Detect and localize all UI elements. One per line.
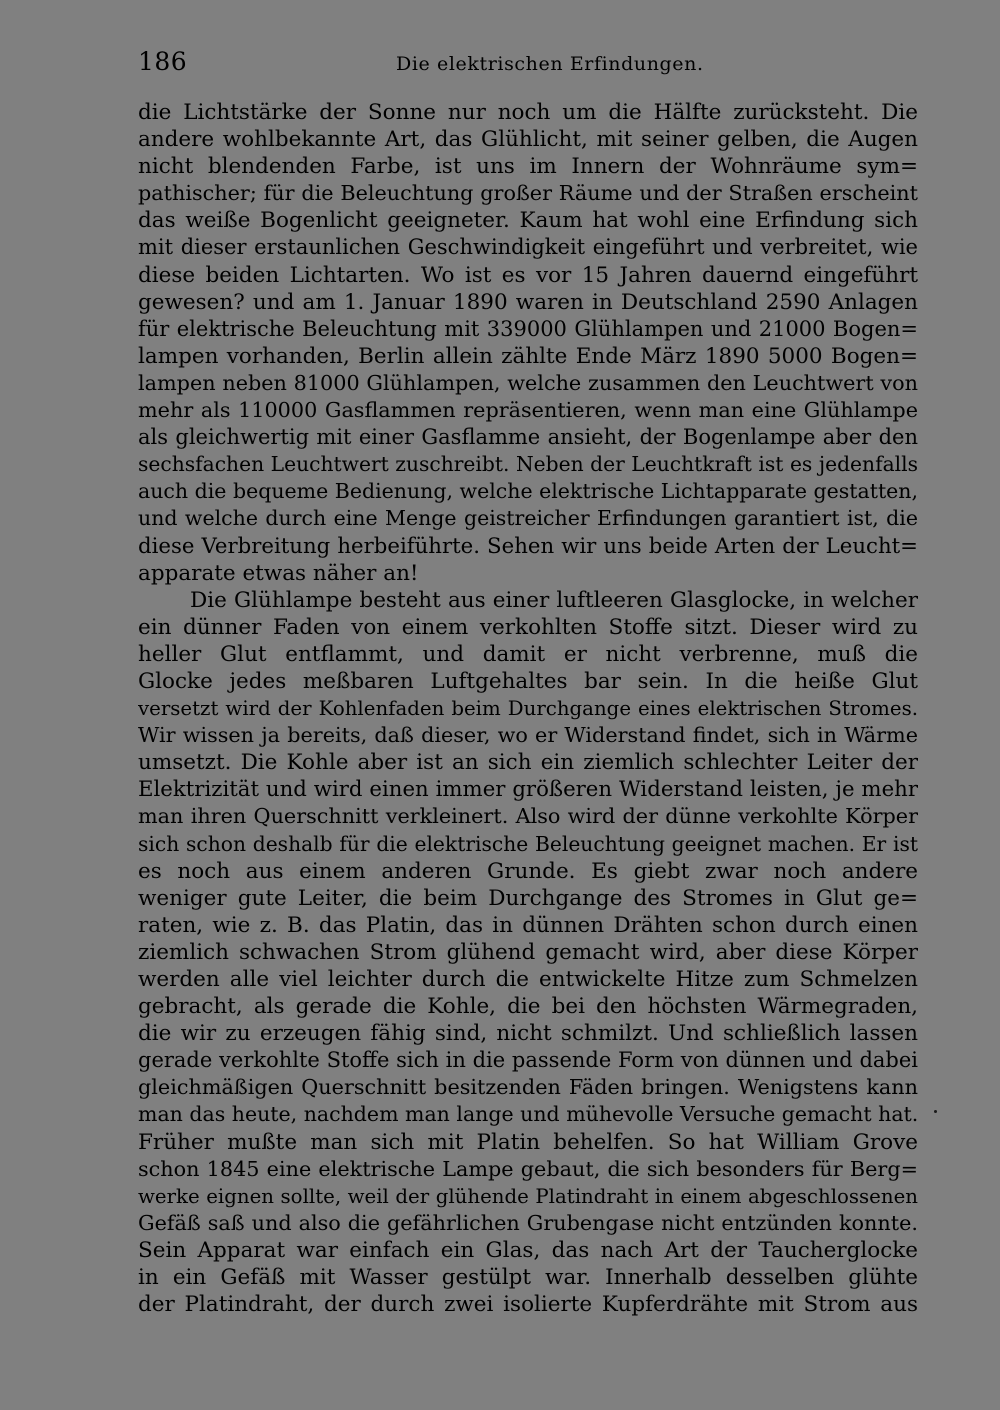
- text-line: raten, wie z. B. das Platin, das in dünnen Drähten schon durch einen: [138, 912, 918, 938]
- text-line: weniger gute Leiter, die beim Durchgange des Stromes in Glut ge=: [138, 885, 918, 911]
- text-line: Wir wissen ja bereits, daß dieser, wo er Widerstand findet, sich in Wärme: [138, 723, 918, 748]
- text-line: pathischer; für die Beleuchtung großer Räume und der Straßen erscheint: [138, 181, 918, 206]
- text-line: lampen neben 81000 Glühlampen, welche zusammen den Leuchtwert von: [138, 370, 918, 395]
- text-line: auch die bequeme Bedienung, welche elektrische Lichtapparate gestatten,: [138, 479, 918, 504]
- text-line: man ihren Querschnitt verkleinert. Also wird der dünne verkohlte Körper: [138, 804, 918, 829]
- text-line: Sein Apparat war einfach ein Glas, das nach Art der Taucherglocke: [138, 1237, 918, 1263]
- text-line: gleichmäßigen Querschnitt besitzenden Fäden bringen. Wenigstens kann: [138, 1075, 918, 1100]
- page-header: [138, 44, 918, 80]
- text-line: ziemlich schwachen Strom glühend gemacht wird, aber diese Körper: [138, 939, 918, 965]
- text-line: das weiße Bogenlicht geeigneter. Kaum hat wohl eine Erfindung sich: [138, 208, 918, 234]
- text-line: gebracht, als gerade die Kohle, die bei den höchsten Wärmegraden,: [138, 994, 918, 1020]
- text-line: diese beiden Lichtarten. Wo ist es vor 15 Jahren dauernd eingeführt: [138, 262, 918, 288]
- text-line: in ein Gefäß mit Wasser gestülpt war. Innerhalb desselben glühte: [138, 1265, 918, 1291]
- text-line: apparate etwas näher an!: [138, 560, 419, 586]
- text-line: sechsfachen Leuchtwert zuschreibt. Neben der Leuchtkraft ist es jedenfalls: [138, 452, 918, 477]
- text-line: werden alle viel leichter durch die entwickelte Hitze zum Schmelzen: [138, 967, 918, 992]
- text-line: nicht blendenden Farbe, ist uns im Innern der Wohnräume sym=: [138, 154, 918, 180]
- text-line: die Lichtstärke der Sonne nur noch um die Hälfte zurücksteht. Die: [138, 100, 918, 125]
- page-number: 186: [138, 47, 188, 76]
- text-line: die wir zu erzeugen fähig sind, nicht schmilzt. Und schließlich lassen: [138, 1021, 918, 1047]
- text-line: sich schon deshalb für die elektrische Beleuchtung geeignet machen. Er ist: [138, 831, 918, 856]
- text-line: der Platindraht, der durch zwei isolierte Kupferdrähte mit Strom aus: [138, 1292, 918, 1318]
- text-line: als gleichwertig mit einer Gasflamme ansieht, der Bogenlampe aber den: [138, 425, 918, 450]
- text-line: mit dieser erstaunlichen Geschwindigkeit eingeführt und verbreitet, wie: [138, 235, 918, 260]
- text-line: heller Glut entflammt, und damit er nicht verbrenne, muß die: [138, 641, 918, 667]
- text-line: es noch aus einem anderen Grunde. Es giebt zwar noch andere: [138, 858, 918, 884]
- text-line: gewesen? und am 1. Januar 1890 waren in Deutschland 2590 Anlagen: [138, 289, 918, 315]
- text-line: ein dünner Faden von einem verkohlten Stoffe sitzt. Dieser wird zu: [138, 614, 918, 640]
- text-line: versetzt wird der Kohlenfaden beim Durchgange eines elektrischen Stromes.: [138, 697, 918, 721]
- text-line: andere wohlbekannte Art, das Glühlicht, mit seiner gelben, die Augen: [138, 127, 918, 153]
- text-line: Gefäß saß und also die gefährlichen Grubengase nicht entzünden konnte.: [138, 1210, 918, 1235]
- text-line: Glocke jedes meßbaren Luftgehaltes bar sein. In die heiße Glut: [138, 668, 918, 694]
- text-line: und welche durch eine Menge geistreicher Erfindungen garantiert ist, die: [138, 506, 918, 531]
- text-line: diese Verbreitung herbeiführte. Sehen wir uns beide Arten der Leucht=: [138, 533, 918, 559]
- paragraph-2: [138, 587, 918, 1319]
- text-line: mehr als 110000 Gasflammen repräsentieren, wenn man eine Glühlampe: [138, 398, 918, 423]
- text-line: für elektrische Beleuchtung mit 339000 Glühlampen und 21000 Bogen=: [138, 316, 918, 341]
- text-line: lampen vorhanden, Berlin allein zählte Ende März 1890 5000 Bogen=: [138, 343, 918, 369]
- running-head: Die elektrischen Erfindungen.: [396, 53, 704, 75]
- margin-speck: [934, 1110, 937, 1113]
- text-line: Die Glühlampe besteht aus einer luftleeren Glasglocke, in welcher: [190, 587, 918, 613]
- text-line: man das heute, nachdem man lange und mühevolle Versuche gemacht hat.: [138, 1102, 918, 1127]
- body-text: [138, 99, 918, 1318]
- text-line: umsetzt. Die Kohle aber ist an sich ein ziemlich schlechter Leiter der: [138, 750, 918, 776]
- text-line: gerade verkohlte Stoffe sich in die passende Form von dünnen und dabei: [138, 1048, 918, 1073]
- paragraph-1: [138, 99, 918, 587]
- text-line: schon 1845 eine elektrische Lampe gebaut, die sich besonders für Berg=: [138, 1156, 918, 1181]
- text-line: Früher mußte man sich mit Platin behelfen. So hat William Grove: [138, 1129, 918, 1155]
- text-line: werke eignen sollte, weil der glühende Platindraht in einem abgeschlossenen: [138, 1184, 918, 1208]
- text-line: Elektrizität und wird einen immer größeren Widerstand leisten, je mehr: [138, 777, 918, 803]
